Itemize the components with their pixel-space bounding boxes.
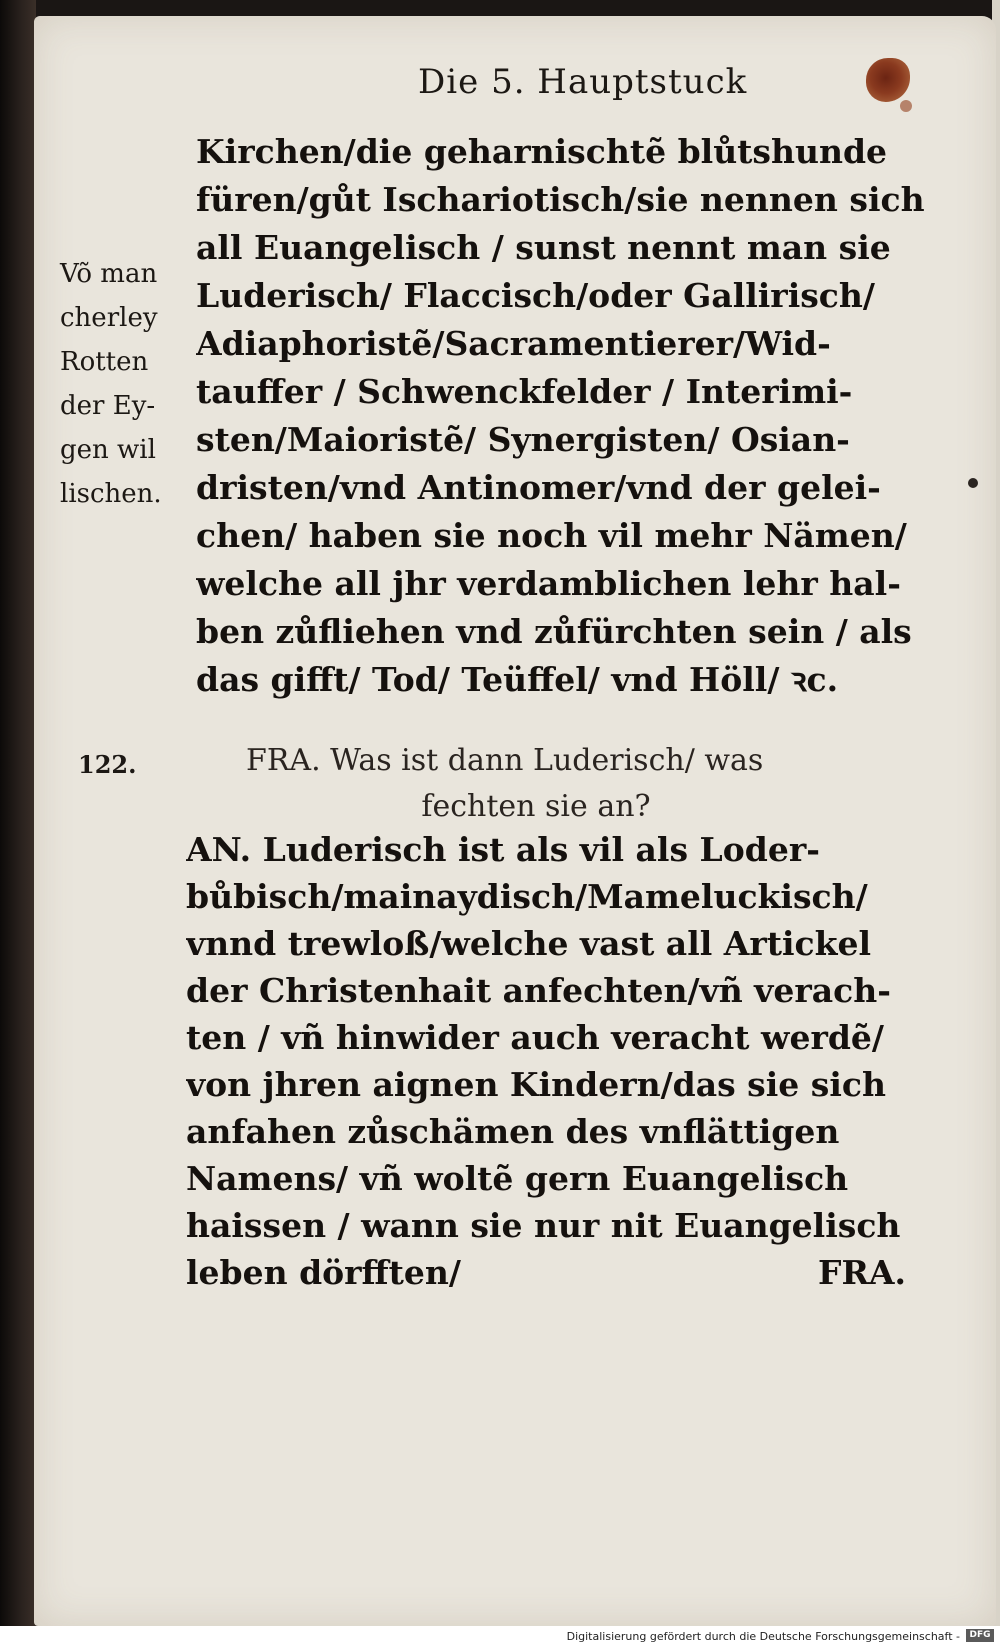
text-line: Luderisch/ Flaccisch/oder Gallirisch/ bbox=[196, 276, 875, 315]
text-line: sten/Maioristẽ/ Synergisten/ Osian- bbox=[196, 420, 850, 459]
book-spine bbox=[0, 0, 36, 1645]
text-line: Adiaphoristẽ/Sacramentierer/Wid- bbox=[196, 324, 831, 363]
text-line: tauffer / Schwenckfelder / Interimi- bbox=[196, 372, 853, 411]
text-line: ben zůfliehen vnd zůfürchten sein / als bbox=[196, 612, 912, 651]
question-line: FRA. Was ist dann Luderisch/ was bbox=[246, 743, 764, 778]
answer-line: der Christenhait anfechten/vñ verach- bbox=[186, 971, 891, 1010]
margin-dot bbox=[968, 478, 978, 488]
text-line: all Euangelisch / sunst nennt man sie bbox=[196, 228, 891, 267]
margin-note-line: Võ man bbox=[60, 259, 158, 289]
answer-line: haissen / wann sie nur nit Euangelisch bbox=[186, 1206, 901, 1245]
margin-note-line: gen wil bbox=[60, 435, 156, 465]
margin-note-line: Rotten bbox=[60, 347, 149, 377]
question-line: fechten sie an? bbox=[421, 789, 651, 824]
answer-line: Namens/ vñ woltẽ gern Euangelisch bbox=[186, 1159, 849, 1198]
answer-line: AN. Luderisch ist als vil als Loder- bbox=[186, 830, 820, 869]
body-text bbox=[196, 128, 936, 704]
answer-line: leben dörfften/ bbox=[186, 1253, 461, 1292]
text-line: chen/ haben sie noch vil mehr Nämen/ bbox=[196, 516, 907, 555]
text-line: füren/gůt Ischariotisch/sie nennen sich bbox=[196, 180, 925, 219]
question-number: 122. bbox=[78, 750, 137, 779]
margin-note-line: lischen. bbox=[60, 479, 162, 509]
running-title: Die 5. Hauptstuck bbox=[418, 62, 748, 102]
text-line: welche all jhr verdamblichen lehr hal- bbox=[196, 564, 901, 603]
footer-credit: Digitalisierung gefördert durch die Deutsche Forschungsgemeinschaft - bbox=[566, 1630, 960, 1643]
margin-note-line: cherley bbox=[60, 303, 158, 333]
margin-note-line: der Ey- bbox=[60, 391, 156, 421]
dfg-logo: DFG bbox=[966, 1629, 994, 1642]
answer-line: von jhren aignen Kindern/das sie sich bbox=[186, 1065, 886, 1104]
text-line: dristen/vnd Antinomer/vnd der gelei- bbox=[196, 468, 881, 507]
answer-line: vnnd trewloß/welche vast all Artickel bbox=[186, 924, 872, 963]
catchword: FRA. bbox=[818, 1253, 906, 1292]
question-text bbox=[246, 738, 926, 830]
answer-last-row bbox=[186, 1249, 906, 1296]
answer-text bbox=[186, 826, 936, 1296]
answer-line: anfahen zůschämen des vnflättigen bbox=[186, 1112, 840, 1151]
text-line: Kirchen/die geharnischtẽ blůtshunde bbox=[196, 132, 888, 171]
margin-note bbox=[60, 252, 200, 516]
text-line: das gifft/ Tod/ Teüffel/ vnd Höll/ ꝛc. bbox=[196, 660, 839, 699]
answer-line: ten / vñ hinwider auch veracht werdẽ/ bbox=[186, 1018, 884, 1057]
ink-stain-small bbox=[900, 100, 912, 112]
answer-line: bůbisch/mainaydisch/Mameluckisch/ bbox=[186, 877, 868, 916]
